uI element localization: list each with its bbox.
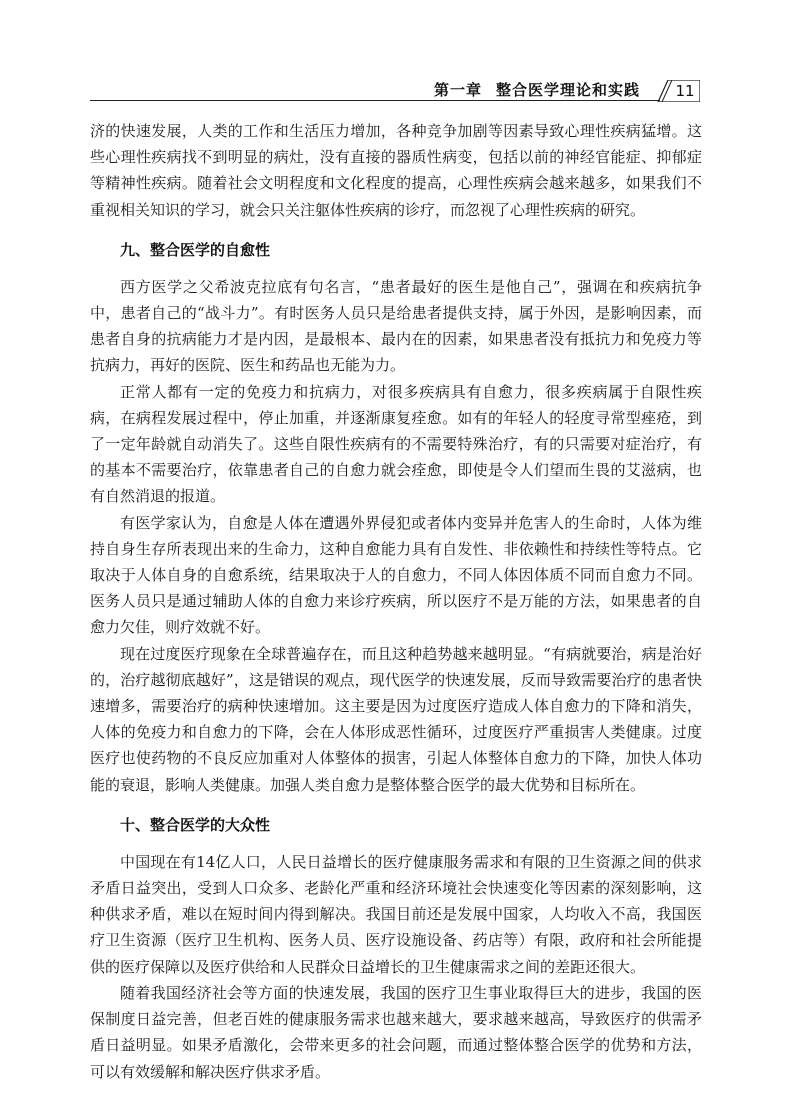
running-header	[90, 80, 700, 102]
page-number-box	[656, 80, 700, 102]
page-number: 11	[675, 82, 695, 100]
section-heading-9: 九、整合医学的自愈性	[120, 240, 271, 259]
paragraph: 有医学家认为，自愈是人体在遭遇外界侵犯或者体内变异并危害人的生命时，人体为维持自身生存所表现出来的生命力，这种自愈能力具有自发性、非依赖性和持续性等特点。它取决于人体自身的自愈系统，结果取决于人的自愈力，不同人体因体质不同而自愈力不同。医务人员只是通过辅助人体的自愈力来诊疗疾病，所以医疗不是万能的方法，如果患者的自愈力欠佳，则疗效就不好。	[90, 513, 702, 637]
paragraph: 中国现在有14亿人口，人民日益增长的医疗健康服务需求和有限的卫生资源之间的供求矛盾日益突出，受到人口众多、老龄化严重和经济环境社会快速变化等因素的深刻影响，这种供求矛盾，难以在短时间内得到解决。我国目前还是发展中国家，人均收入不高，我国医疗卫生资源（医疗卫生机构、医务人员、医疗设施设备、药店等）有限，政府和社会所能提供的医疗保障以及医疗供给和人民群众日益增长的卫生健康需求之间的差距还很大。	[90, 852, 702, 976]
page-body	[90, 118, 702, 1085]
chapter-label: 第一章	[433, 81, 482, 99]
paragraph: 西方医学之父希波克拉底有句名言，“患者最好的医生是他自己”，强调在和疾病抗争中，患者自己的“战斗力”。有时医务人员只是给患者提供支持，属于外因，是影响因素，而患者自身的抗病能力才是内因，是最根本、最内在的因素，如果患者没有抵抗力和免疫力等抗病力，再好的医院、医生和药品也无能为力。	[90, 277, 702, 375]
chapter-title: 整合医学理论和实践	[495, 81, 640, 99]
paragraph: 随着我国经济社会等方面的快速发展，我国的医疗卫生事业取得巨大的进步，我国的医保制度日益完善，但老百姓的健康服务需求也越来越大，要求越来越高，导致医疗的供需矛盾日益明显。如果矛盾激化，会带来更多的社会问题，而通过整体整合医学的优势和方法，可以有效缓解和解决医疗供求矛盾。	[90, 983, 702, 1081]
paragraph: 现在过度医疗现象在全球普遍存在，而且这种趋势越来越明显。“有病就要治，病是治好的，治疗越彻底越好”，这是错误的观点，现代医学的快速发展，反而导致需要治疗的患者快速增多，需要治疗的病种快速增加。这主要是因为过度医疗造成人体自愈力的下降和消失，人体的免疫力和自愈力的下降，会在人体形成恶性循环，过度医疗严重损害人类健康。过度医疗也使药物的不良反应加重对人体整体的损害，引起人体整体自愈力的下降，加快人体功能的衰退，影响人类健康。加强人类自愈力是整体整合医学的最大优势和目标所在。	[90, 644, 702, 794]
header-rule	[90, 100, 660, 101]
section-heading-10: 十、整合医学的大众性	[120, 815, 271, 834]
paragraph: 正常人都有一定的免疫力和抗病力，对很多疾病具有自愈力，很多疾病属于自限性疾病，在病程发展过程中，停止加重，并逐渐康复痊愈。如有的年轻人的轻度寻常型痤疮，到了一定年龄就自动消失了。这些自限性疾病有的不需要特殊治疗，有的只需要对症治疗，有的基本不需要治疗，依靠患者自己的自愈力就会痊愈，即使是令人们望而生畏的艾滋病，也有自然消退的报道。	[90, 382, 702, 506]
running-header-title	[434, 80, 640, 100]
paragraph: 济的快速发展，人类的工作和生活压力增加，各种竞争加剧等因素导致心理性疾病猛增。这些心理性疾病找不到明显的病灶，没有直接的器质性病变，包括以前的神经官能症、抑郁症等精神性疾病。随着社会文明程度和文化程度的提高，心理性疾病会越来越多，如果我们不重视相关知识的学习，就会只关注躯体性疾病的诊疗，而忽视了心理性疾病的研究。	[90, 122, 702, 219]
